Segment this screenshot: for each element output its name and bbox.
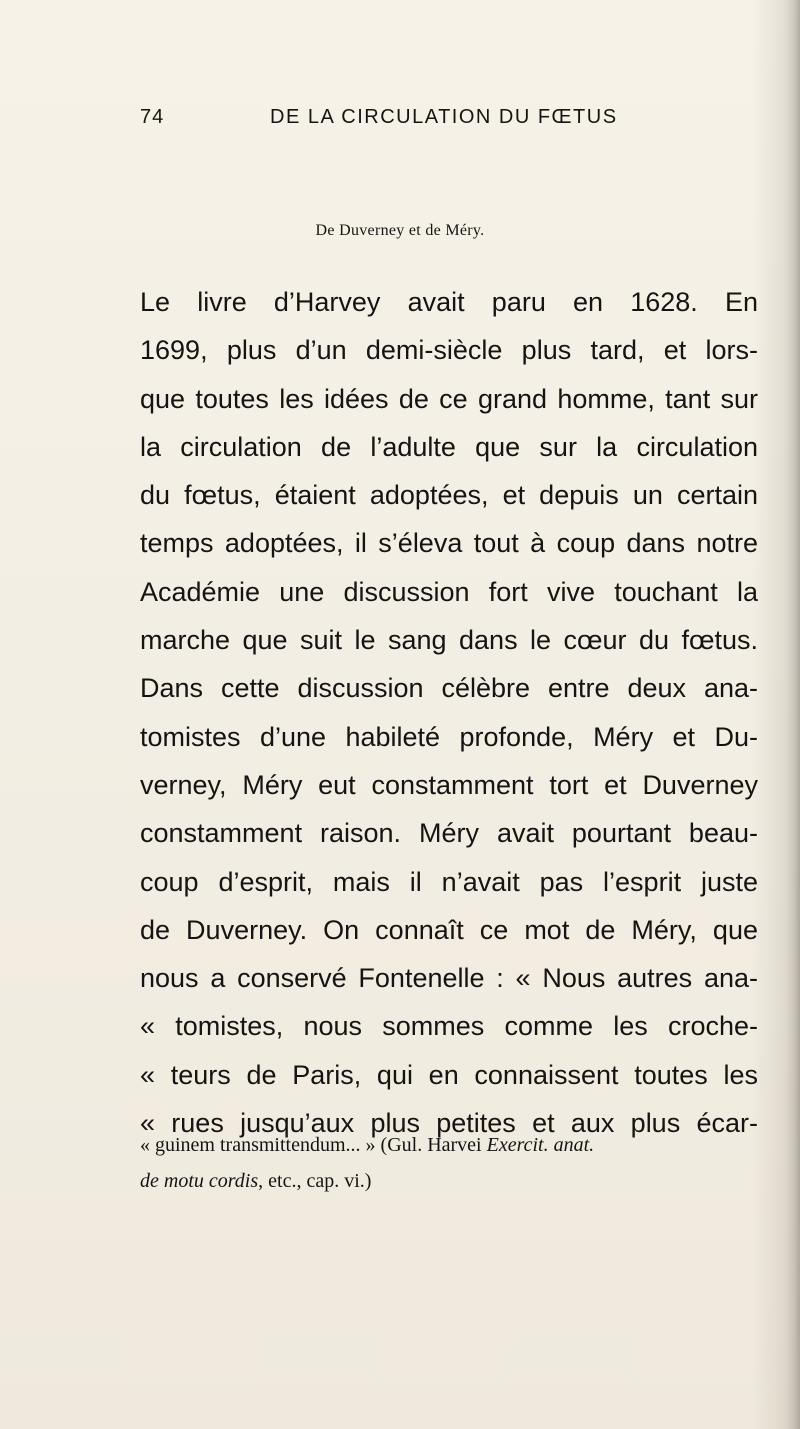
body-line: nous a conservé Fontenelle : « Nous autres ana- (140, 963, 758, 994)
running-title: DE LA CIRCULATION DU FŒTUS (270, 106, 618, 128)
footnote-text: « guinem transmittendum... » (Gul. Harvei (140, 1134, 487, 1156)
body-line: verney, Méry eut constamment tort et Duverney (140, 769, 758, 800)
body-line: Le livre d’Harvey avait paru en 1628. En (140, 287, 758, 317)
body-line: « tomistes, nous sommes comme les croche- (140, 1011, 758, 1042)
page-number: 74 (140, 106, 165, 128)
body-line: de Duverney. On connaît ce mot de Méry, que (140, 914, 758, 945)
footnote (140, 1130, 758, 1202)
body-line: « teurs de Paris, qui en connaissent toutes les (140, 1059, 758, 1090)
body-line: Académie une discussion fort vive touchant la (140, 576, 758, 607)
body-line: 1699, plus d’un demi-siècle plus tard, et lors- (140, 335, 758, 366)
footnote-line (140, 1166, 758, 1202)
body-line: coup d’esprit, mais il n’avait pas l’esprit juste (140, 866, 758, 897)
footnote-text: , etc., cap. vi.) (258, 1170, 372, 1192)
body-line: « rues jusqu’aux plus petites et aux plus écar- (140, 1108, 758, 1139)
body-line: Dans cette discussion célèbre entre deux ana- (140, 673, 758, 704)
body-line: tomistes d’une habileté profonde, Méry et Du- (140, 721, 758, 752)
footnote-line (140, 1130, 758, 1166)
body-line: constamment raison. Méry avait pourtant beau- (140, 818, 758, 849)
body-line: temps adoptées, il s’éleva tout à coup dans notre (140, 528, 758, 559)
footnote-italic-reference: de motu cordis (140, 1170, 259, 1192)
body-line: que toutes les idées de ce grand homme, tant sur (140, 383, 758, 414)
running-head (140, 106, 660, 136)
body-line: marche que suit le sang dans le cœur du fœtus. (140, 625, 758, 656)
section-title: De Duverney et de Méry. (315, 222, 485, 239)
footnote-italic-reference: Exercit. anat. (486, 1134, 595, 1156)
body-line: la circulation de l’adulte que sur la circulation (140, 431, 758, 462)
body-line: du fœtus, étaient adoptées, et depuis un certain (140, 480, 758, 511)
body-text (140, 282, 758, 1151)
page-edge-shadow (786, 0, 800, 1429)
